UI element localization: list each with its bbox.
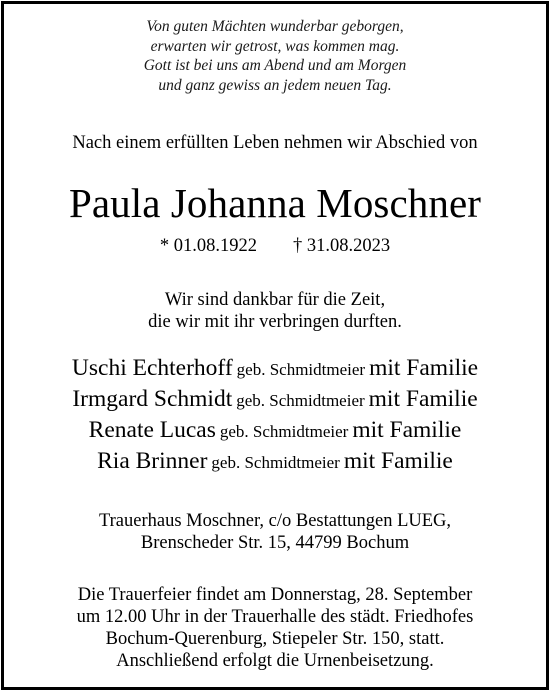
death-date: † 31.08.2023 — [293, 236, 391, 256]
gratitude-line: die wir mit ihr verbringen durften. — [148, 312, 402, 332]
mourner-maiden-name: geb. Schmidtmeier — [236, 391, 365, 410]
service-line: um 12.00 Uhr in der Trauerhalle des städt. Friedhofes — [76, 607, 474, 627]
deceased-name: Paula Johanna Moschner — [68, 180, 482, 226]
poem-line: Von guten Mächten wunderbar geborgen, — [146, 18, 404, 35]
service-line: Bochum-Querenburg, Stiepeler Str. 150, statt. — [105, 629, 445, 649]
mourner-maiden-name: geb. Schmidtmeier — [236, 360, 366, 379]
mourner-suffix: mit Familie — [352, 417, 462, 443]
mourner-suffix: mit Familie — [369, 355, 479, 381]
address-line: Trauerhaus Moschner, c/o Bestattungen LUEG, — [98, 511, 452, 531]
mourner-name: Irmgard Schmidt — [72, 386, 233, 412]
obituary-frame — [1, 1, 549, 690]
life-dates — [4, 235, 546, 257]
poem-line: erwarten wir getrost, was kommen mag. — [150, 37, 400, 55]
mourner-row — [4, 354, 546, 385]
mourners-list — [4, 354, 546, 478]
address-line: Brenscheder Str. 15, 44799 Bochum — [140, 532, 410, 553]
mourner-row — [4, 385, 546, 416]
mourning-house-address — [4, 511, 546, 554]
birth-date: * 01.08.1922 — [159, 236, 257, 256]
mourner-maiden-name: geb. Schmidtmeier — [211, 453, 340, 472]
funeral-service-info — [4, 584, 546, 672]
poem-line: und ganz gewiss an jedem neuen Tag. — [158, 76, 392, 94]
mourner-row — [4, 416, 546, 447]
mourner-name: Ria Brinner — [97, 448, 208, 474]
intro-text: Nach einem erfüllten Leben nehmen wir Abschied von — [72, 133, 478, 153]
gratitude-line: Wir sind dankbar für die Zeit, — [164, 290, 386, 310]
mourner-name: Uschi Echterhoff — [71, 355, 233, 381]
service-line: Die Trauerfeier findet am Donnerstag, 28. September — [77, 585, 473, 605]
mourner-maiden-name: geb. Schmidtmeier — [219, 422, 349, 441]
mourner-name: Renate Lucas — [88, 417, 216, 443]
mourner-suffix: mit Familie — [368, 386, 478, 412]
service-line: Anschließend erfolgt die Urnenbeisetzung. — [116, 651, 434, 671]
poem-line: Gott ist bei uns am Abend und am Morgen — [143, 57, 407, 74]
gratitude-text — [4, 289, 546, 333]
mourner-suffix: mit Familie — [343, 448, 453, 474]
poem-quote — [4, 17, 546, 95]
mourner-row — [4, 447, 546, 478]
